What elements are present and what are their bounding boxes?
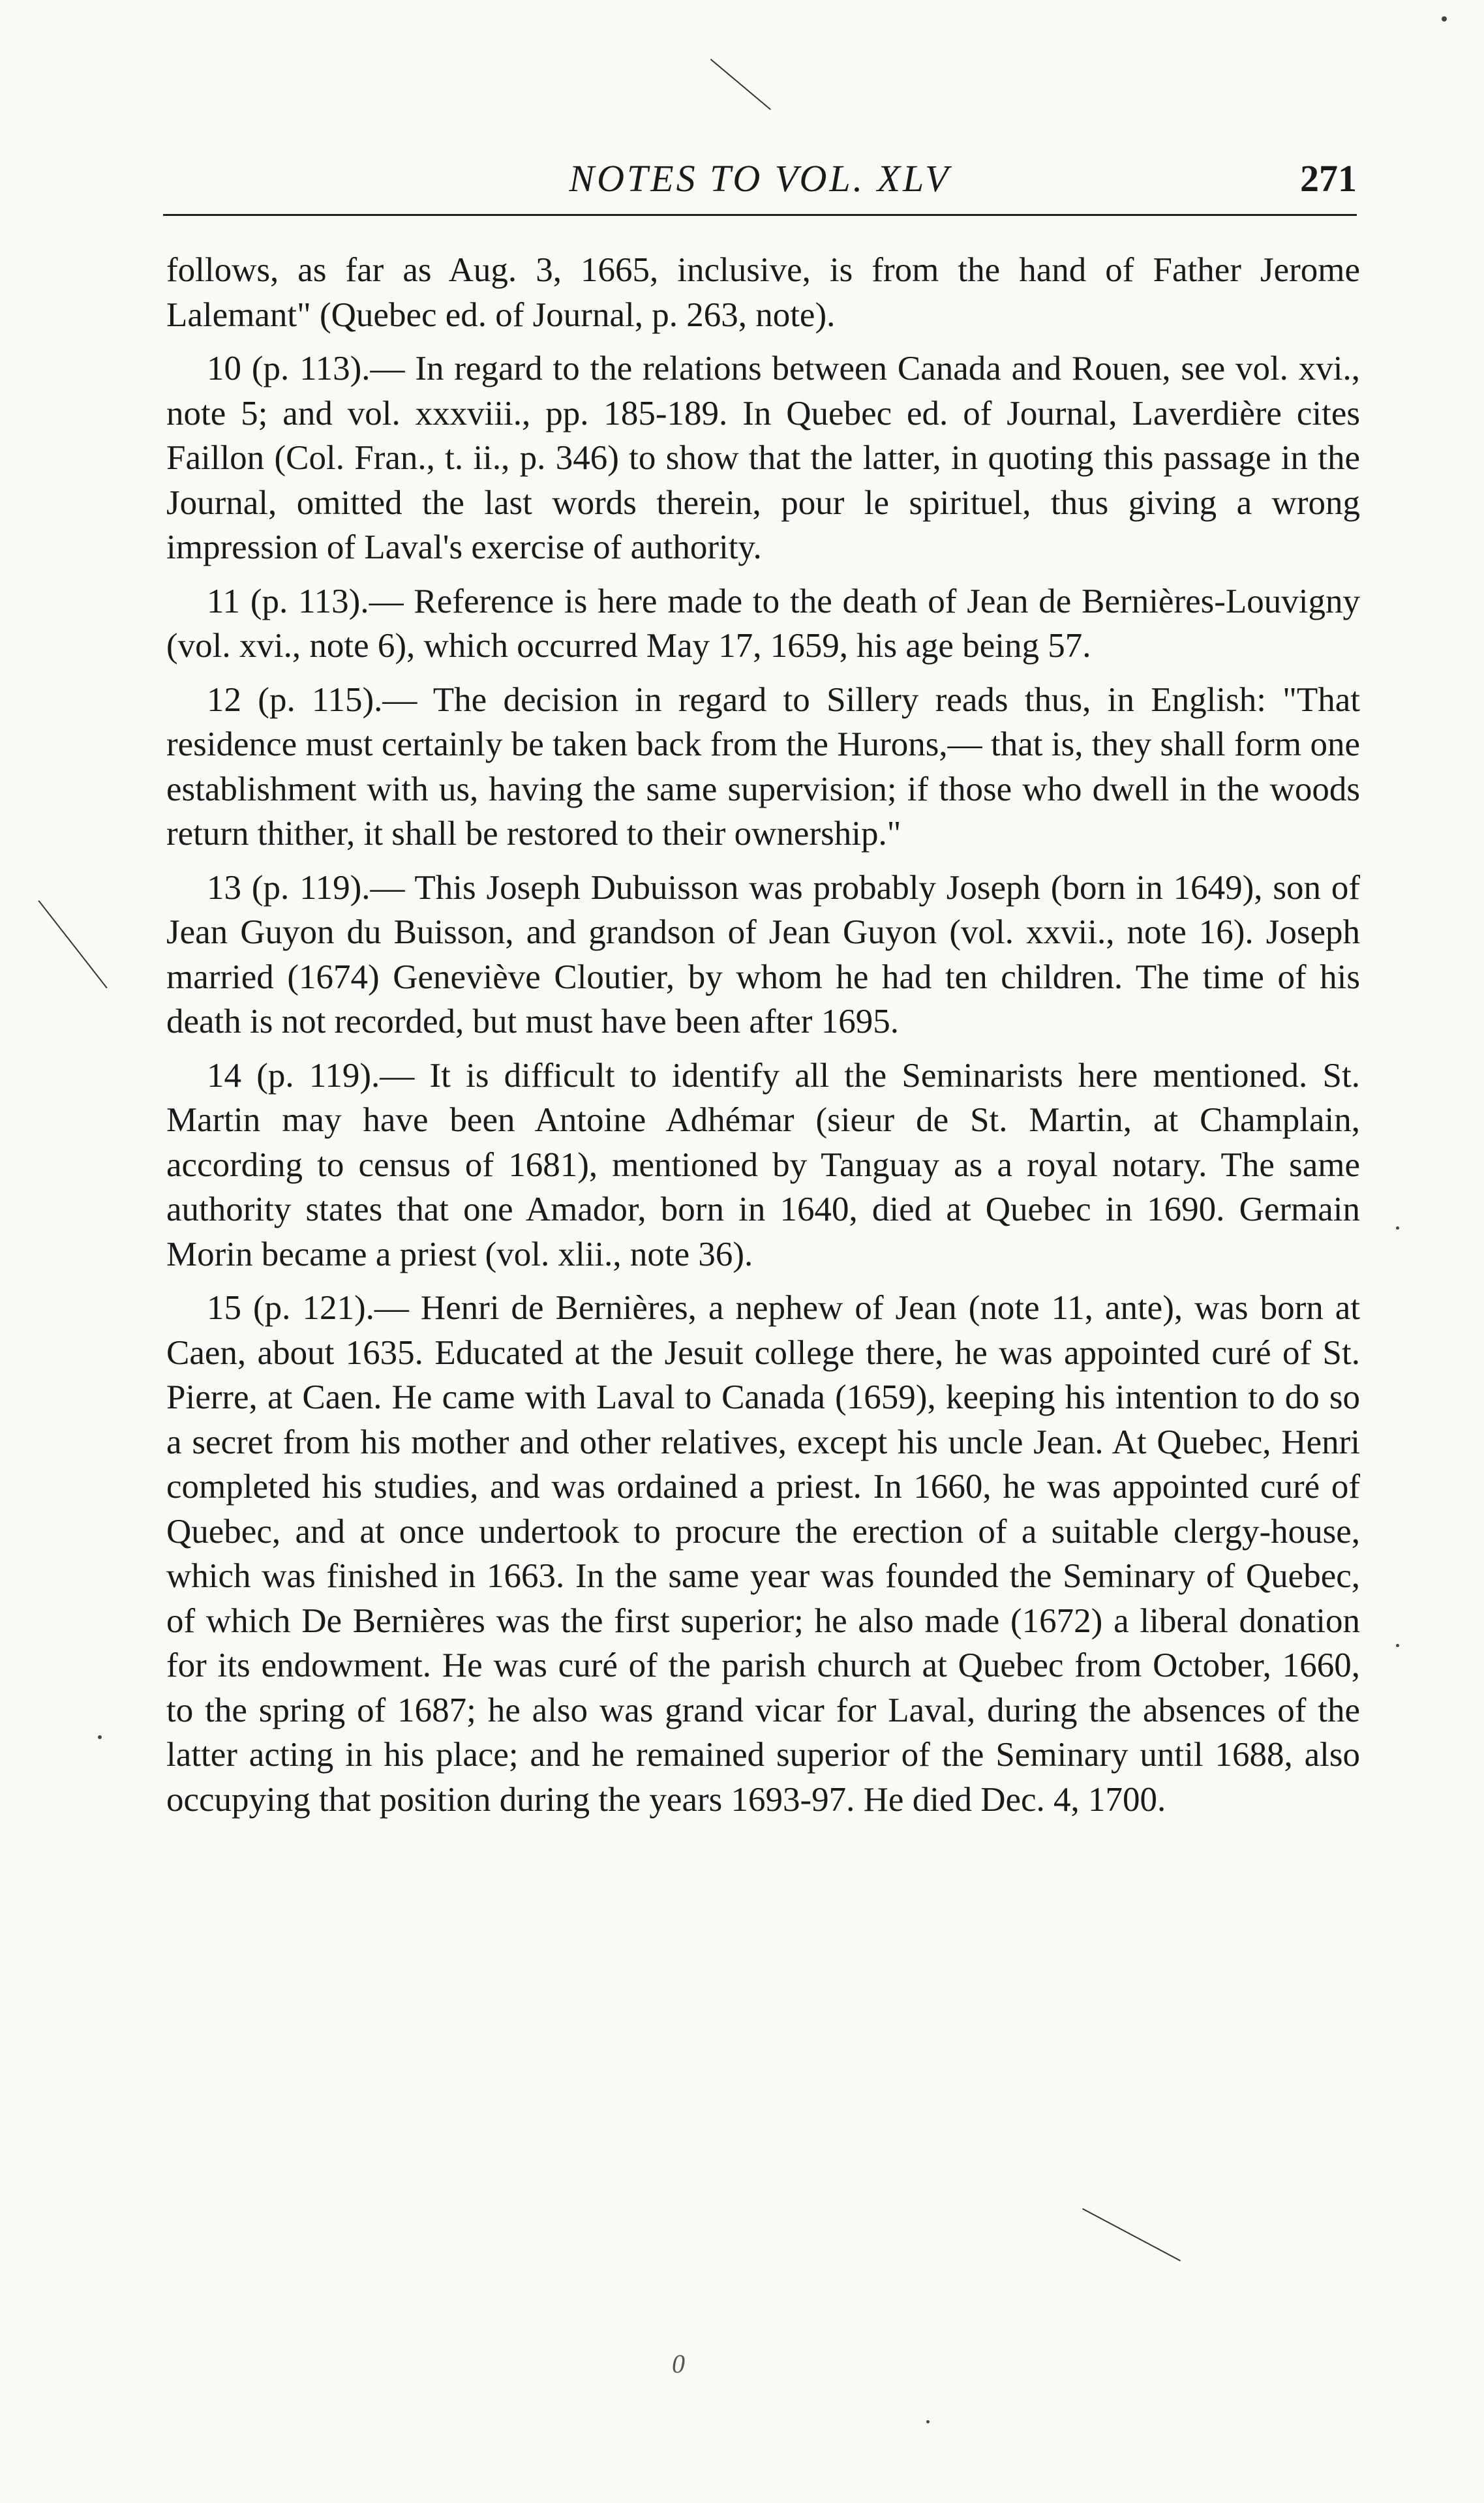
- scan-artifact-speck: [1442, 16, 1447, 22]
- note-15: 15 (p. 121).— Henri de Bernières, a nephew of Jean (note 11, ante), was born at Caen, about 1635. Educated at the Jesuit college there, he was appointed curé of St. Pierre, at Caen. He came with Laval to Canada (1659), keeping his intention to do so a secret from his mother and other relatives, except his uncle Jean. At Quebec, Henri completed his studies, and was ordained a priest. In 1660, he was appointed curé of Quebec, and at once undertook to procure the erection of a suitable clergy-house, which was finished in 1663. In the same year was founded the Seminary of Quebec, of which De Bernières was the first superior; he also made (1672) a liberal donation for its endowment. He was curé of the parish church at Quebec from October, 1660, to the spring of 1687; he also was grand vicar for Laval, during the absences of the latter acting in his place; and he remained superior of the Seminary until 1688, also occupying that position during the years 1693-97. He died Dec. 4, 1700.: [166, 1289, 1360, 1819]
- scan-artifact-speck: [1396, 1644, 1399, 1647]
- stray-mark: 0: [672, 2349, 685, 2378]
- note-11: 11 (p. 113).— Reference is here made to the death of Jean de Bernières-Louvigny (vol. xvi., note 6), which occurred May 17, 1659, his age being 57.: [166, 582, 1360, 665]
- scan-artifact-speck: [926, 2420, 930, 2423]
- note-10: 10 (p. 113).— In regard to the relations between Canada and Rouen, see vol. xvi., note 5; and vol. xxxviii., pp. 185-189. In Quebec ed. of Journal, Laverdière cites Faillon (Col. Fran., t. ii., p. 346) to show that the latter, in quoting this passage in the Journal, omitted the last words therein, pour le spirituel, thus giving a wrong impression of Laval's exercise of authority.: [166, 350, 1360, 566]
- page-header: [163, 144, 1357, 202]
- note-continuation: follows, as far as Aug. 3, 1665, inclusive, is from the hand of Father Jerome Lalemant" (Quebec ed. of Journal, p. 263, note).: [166, 251, 1360, 334]
- scan-artifact-stroke: [38, 900, 107, 988]
- scan-artifact-stroke: [710, 59, 771, 110]
- note-13: 13 (p. 119).— This Joseph Dubuisson was probably Joseph (born in 1649), son of Jean Guyon du Buisson, and grandson of Jean Guyon (vol. xxvii., note 16). Joseph married (1674) Geneviève Cloutier, by whom he had ten children. The time of his death is not recorded, but must have been after 1695.: [166, 868, 1360, 1040]
- running-title: NOTES TO VOL. XLV: [569, 157, 951, 200]
- header-rule: [163, 214, 1357, 216]
- notes-body: [166, 248, 1360, 1831]
- scan-artifact-speck: [1396, 1226, 1399, 1230]
- scan-artifact-speck: [98, 1735, 102, 1739]
- note-14: 14 (p. 119).— It is difficult to identify all the Seminarists here mentioned. St. Martin may have been Antoine Adhémar (sieur de St. Martin, at Champlain, according to census of 1681), mentioned by Tanguay as a royal notary. The same authority states that one Amador, born in 1640, died at Quebec in 1690. Germain Morin became a priest (vol. xlii., note 36).: [166, 1056, 1360, 1273]
- scan-artifact-stroke: [1082, 2208, 1181, 2262]
- note-12: 12 (p. 115).— The decision in regard to Sillery reads thus, in English: "That residence must certainly be taken back from the Hurons,— that is, they shall form one establishment with us, having the same supervision; if those who dwell in the woods return thither, it shall be restored to their ownership.": [166, 680, 1360, 853]
- page-number: 271: [1300, 157, 1357, 200]
